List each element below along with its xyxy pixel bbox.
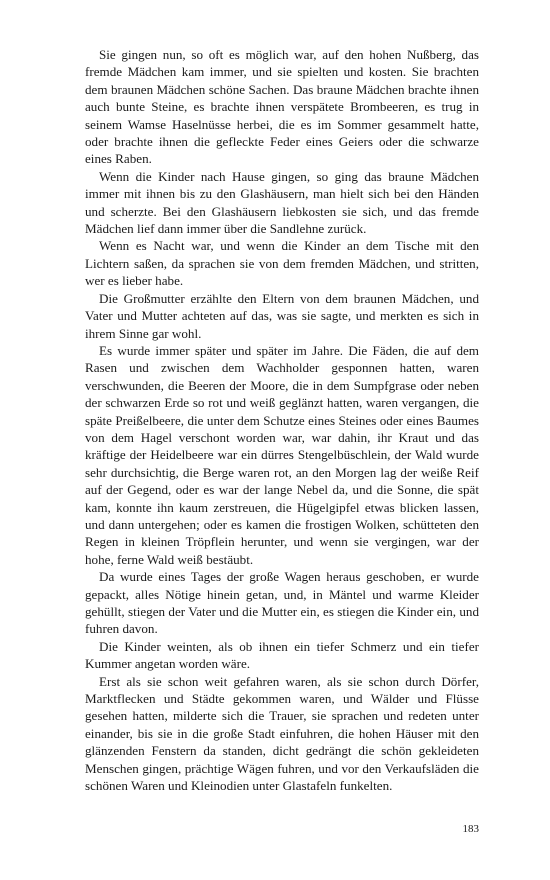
paragraph-8: Erst als sie schon weit gefahren waren, als sie schon durch Dörfer, Marktflecken und Städte gekommen waren, und Wälder und Flüsse gesehen hatten, milderte sich die Trauer, sie sprachen und redeten unter einander, bis sie in die große Stadt einfuhren, die hohen Häuser mit den glänzenden Fenstern da standen, dicht gedrängt die schön gekleideten Menschen gingen, prächtige Wägen fuhren, und vor den Verkaufsläden die schönen Waren und Kleinodien unter Glastafeln funkelten. [85, 673, 479, 794]
paragraph-5: Es wurde immer später und später im Jahre. Die Fäden, die auf dem Rasen und zwischen dem Wachholder gesponnen hatten, waren verschwunden, die Beeren der Moore, die in dem Sumpfgrase oder neben der schwarzen Erde so rot und weiß geglänzt hatten, waren vergangen, die späte Preißelbeere, die unter dem Schutze eines Steines oder eines Baumes von dem Hagel verschont worden war, war dahin, ihr Kraut und das kräftige der Heidelbeere war ein dürres Stengelbüschlein, der Wald wurde sehr durchsichtig, die Berge waren rot, an den Morgen lag der weiße Reif auf der Gegend, oder es war der lange Nebel da, und die Sonne, die spät kam, konnte ihn kaum zerstreuen, die Hügelgipfel etwas blicken lassen, und dann untergehen; oder es kamen die frostigen Wolken, schütteten den Regen in kleinen Tröpflein herunter, und wenn sie vergingen, war der hohe, ferne Wald weiß bestäubt. [85, 342, 479, 567]
page-number: 183 [462, 823, 479, 835]
paragraph-4: Die Großmutter erzählte den Eltern von dem braunen Mädchen, und Vater und Mutter achteten auf das, was sie sagte, und merkten es sich in ihrem Sinne gar wohl. [85, 290, 479, 341]
paragraph-6: Da wurde eines Tages der große Wagen heraus geschoben, er wurde gepackt, alles Nötige hinein getan, und, in Mäntel und warme Kleider gehüllt, stiegen der Vater und die Mutter ein, es stiegen die Kinder ein, und fuhren davon. [85, 569, 479, 637]
paragraph-1: Sie gingen nun, so oft es möglich war, auf den hohen Nußberg, das fremde Mädchen kam immer, und sie spielten und kosten. Sie brachten dem braunen Mädchen schöne Sachen. Das braune Mädchen brachte ihnen auch bunte Steine, es brachte ihnen verspätete Brombeeren, es trug in seinem Wamse Haselnüsse herbei, die es im Sommer gesammelt hatte, oder brachte ihnen die gefleckte Feder eines Geiers oder die schwarze eines Raben. [85, 47, 479, 167]
paragraph-3: Wenn es Nacht war, und wenn die Kinder an dem Tische mit den Lichtern saßen, da sprachen sie von dem fremden Mädchen, und stritten, wer es lieber habe. [85, 238, 479, 289]
paragraph-7: Die Kinder weinten, als ob ihnen ein tiefer Schmerz und ein tiefer Kummer angetan worden wäre. [85, 638, 479, 672]
body-text [85, 46, 479, 794]
paragraph-2: Wenn die Kinder nach Hause gingen, so ging das braune Mädchen immer mit ihnen bis zu den Glashäusern, man hielt sich bei den Händen und scherzte. Bei den Glashäusern liebkosten sie sich, und das fremde Mädchen lief dann immer über die Sandlehne zurück. [85, 168, 479, 237]
